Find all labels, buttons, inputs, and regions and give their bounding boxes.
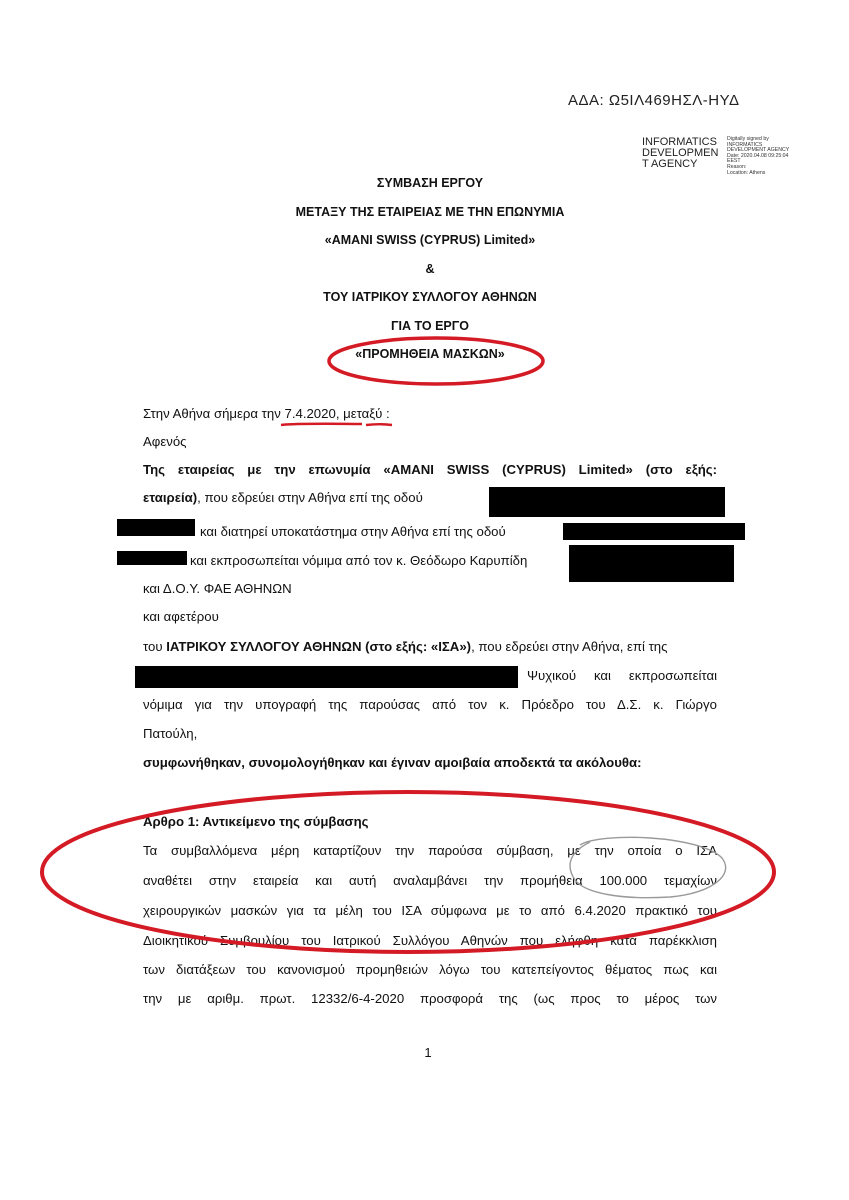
signature-name-line: DEVELOPMEN [642,147,719,159]
agreement-line: συμφωνήθηκαν, συνομολογήθηκαν και έγιναν αμοιβαία αποδεκτά τα ακόλουθα: [143,755,642,770]
company-address-text: , που εδρεύει στην Αθήνα επί της οδού [197,490,423,505]
signature-detail-line: Reason: [727,163,747,170]
page-number: 1 [424,1045,432,1060]
signature-detail-line: Date: 2020.04.08 09:25:04 [727,152,789,159]
redaction-block [489,487,725,517]
association-address-text: , που εδρεύει στην Αθήνα, επί της [471,639,668,654]
article-line: των διατάξεων του κανονισμού προμηθειών λόγω του κατεπείγοντος θέματος πως και [143,962,717,977]
red-underline-metaxy [366,424,392,425]
redaction-block [117,519,195,536]
signature-detail-line: Digitally signed by [727,136,769,142]
association-title: ΤΟΥ ΙΑΤΡΙΚΟΥ ΣΥΛΛΟΓΟΥ ΑΘΗΝΩΝ [323,290,537,304]
ampersand: & [425,262,435,276]
company-address-line [143,490,423,505]
article-line: την με αριθμ. πρωτ. 12332/6-4-2020 προσφορά της (ως προς το μέρος των [143,991,717,1006]
contract-title: ΣΥΜΒΑΣΗ ΕΡΓΟΥ [376,176,484,190]
ada-code: ΑΔΑ: Ω5ΙΛ469ΗΣΛ-ΗΥΔ [568,92,740,109]
project-label: ΓΙΑ ΤΟ ΕΡΓΟ [390,319,469,333]
signature-detail-line: DEVELOPMENT AGENCY [727,147,790,154]
red-circle-annotation [329,338,543,384]
president-line: νόμιμα για την υπογραφή της παρούσας από τον κ. Πρόεδρο του Δ.Σ. κ. Γιώργο [143,697,717,712]
article-heading: Άρθρο 1: Αντικείμενο της σύμβασης [143,814,369,829]
association-name-bold: ΙΑΤΡΙΚΟΥ ΣΥΛΛΟΓΟΥ ΑΘΗΝΩΝ (στο εξής: «ΙΣΑ») [166,639,472,654]
company-intro-line [143,462,717,477]
branch-line: και διατηρεί υποκατάστημα στην Αθήνα επί της οδού [200,524,506,539]
redaction-block [117,551,187,565]
date-line: Στην Αθήνα σήμερα την 7.4.2020, μεταξύ : [143,406,390,421]
signature-name-line: T AGENCY [642,158,698,170]
signature-detail-line: EEST [727,158,741,165]
first-party-label: Αφενός [143,434,187,449]
redaction-block [563,523,745,540]
association-area-line: Ψυχικού και εκπροσωπείται [527,668,717,683]
article-line: Τα συμβαλλόμενα μέρη καταρτίζουν την παρούσα σύμβαση, με την οποία ο ΙΣΑ [143,843,717,858]
company-name-title: «AMANI SWISS (CYPRUS) Limited» [324,233,536,247]
red-underline-date [281,424,362,425]
signature-detail-line: INFORMATICS [727,141,763,148]
association-intro-line [143,639,668,654]
signature-name-line: INFORMATICS [642,136,717,148]
association-intro-pre: του [143,639,167,654]
company-intro-bold: Της εταιρείας με την επωνυμία «AMANI SWISS (CYPRUS) Limited» (στο εξής: [143,462,717,477]
article-line: Διοικητικού Συμβουλίου του Ιατρικού Συλλόγου Αθηνών που ελήφθη κατά παρέκκλιση [143,933,717,948]
project-name: «ΠΡΟΜΗΘΕΙΑ ΜΑΣΚΩΝ» [355,347,505,361]
digital-signature-name [642,137,718,170]
tax-office-line: και Δ.Ο.Υ. ΦΑΕ ΑΘΗΝΩΝ [143,581,292,596]
signature-detail-line: Location: Athens [727,169,766,176]
representative-line: και εκπροσωπείται νόμιμα από τον κ. Θεόδωρο Καρυπίδη [190,553,528,568]
digital-signature-details [727,137,789,176]
redaction-block [569,545,734,582]
president-name-line: Πατούλη, [143,726,198,741]
redaction-block [135,666,518,688]
article-line: αναθέτει στην εταιρεία και αυτή αναλαμβάνει την προμήθεια 100.000 τεμαχίων [143,873,717,888]
contract-subtitle: ΜΕΤΑΞΥ ΤΗΣ ΕΤΑΙΡΕΙΑΣ ΜΕ ΤΗΝ ΕΠΩΝΥΜΙΑ [295,205,565,219]
second-party-label: και αφετέρου [143,609,219,624]
article-line: χειρουργικών μασκών για τα μέλη του ΙΣΑ σύμφωνα με το από 6.4.2020 πρακτικό του [143,903,717,918]
company-short-name: εταιρεία) [143,490,198,505]
